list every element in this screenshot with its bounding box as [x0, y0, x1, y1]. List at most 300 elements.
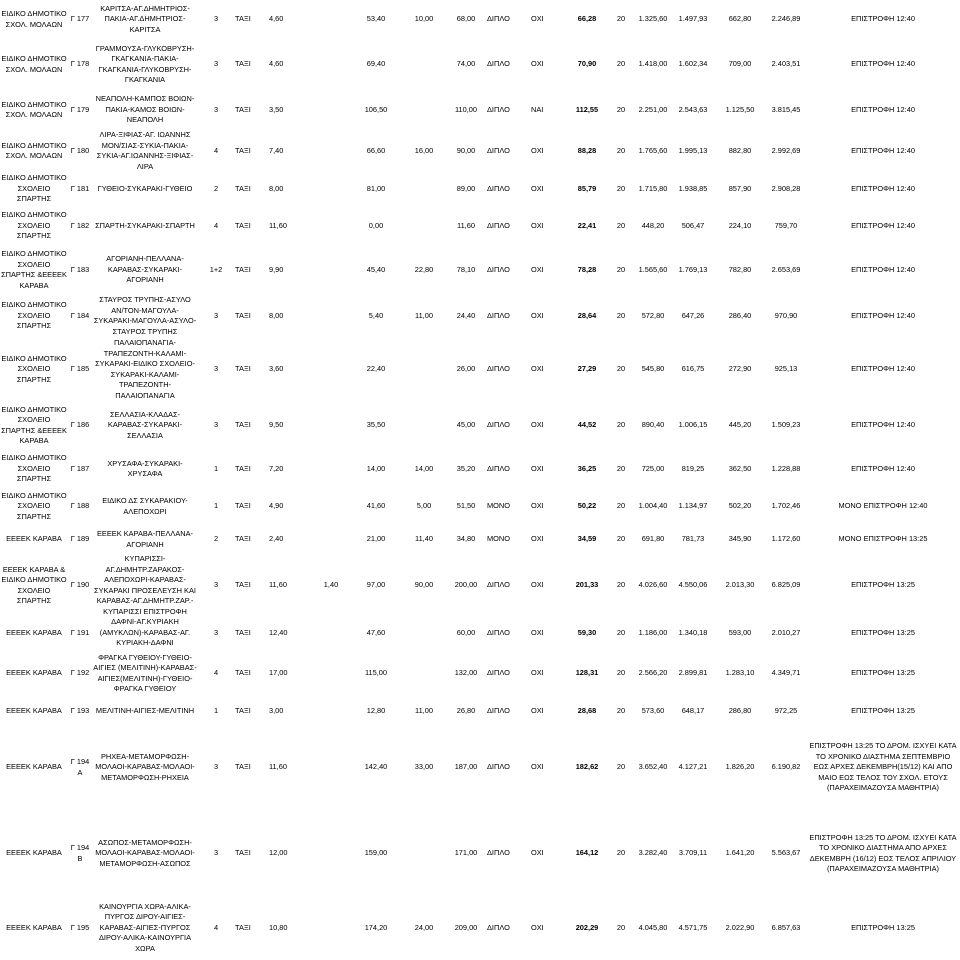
km-segment-3-cell: 106,50: [364, 104, 388, 114]
km-segment-2-cell: [312, 130, 350, 172]
students-cell: 3: [213, 580, 219, 590]
daily-cost-cell: 70,90: [577, 59, 597, 69]
amount-4-cell: 3.815,45: [771, 104, 801, 114]
route-path-cell: ΚΑΡΙΤΣΑ-ΑΓ.ΔΗΜΗΤΡΙΟΣ-ΠΑΚΙΑ-ΑΓ.ΔΗΜΗΤΡΙΟΣ-ΚΑΡΙΤΣΑ: [100, 3, 190, 34]
route-type-cell: ΔΙΠΛΟ: [487, 848, 510, 858]
amount-2-cell: 1.602,34: [678, 59, 708, 69]
amount-4-cell: 6.857,63: [771, 922, 801, 932]
total-km-cell: 171,00: [454, 848, 478, 858]
school-cell: ΕΙΔΙΚΟ ΔΗΜΟΤΙΚΟ ΣΧΟΛΕΙΟ ΣΠΑΡΤΗΣ: [1, 173, 67, 204]
days-cell: 20: [616, 706, 626, 716]
amount-2-cell: 1.340,18: [678, 627, 708, 637]
students-cell: 3: [213, 59, 219, 69]
amount-1-cell: 3.652,40: [638, 762, 668, 772]
route-path-cell: ΑΣΩΠΟΣ-ΜΕΤΑΜΟΡΦΩΣΗ-ΜΟΛΑΟΙ-ΚΑΡΑΒΑΣ-ΜΟΛΑΟΙ-ΜΕΤΑΜΟΡΦΩΣΗ-ΑΣΩΠΟΣ: [95, 837, 195, 868]
escort-cell: ΟΧΙ: [531, 922, 544, 932]
amount-3-cell: 593,00: [728, 627, 752, 637]
vehicle-cell: ΤΑΞΙ: [235, 762, 251, 772]
amount-4-cell: 4.349,71: [771, 668, 801, 678]
table-row: [0, 617, 958, 649]
km-segment-2-cell: [312, 0, 350, 39]
route-path-cell: ΝΕΑΠΟΛΗ-ΚΑΜΠΟΣ ΒΟΙΩΝ-ΠΑΚΙΑ-ΚΑΜΟΣ ΒΟΙΩΝ-ΝΕΑΠΟΛΗ: [95, 94, 195, 125]
escort-cell: ΟΧΙ: [531, 220, 544, 230]
km-segment-3-cell: 12,80: [366, 706, 386, 716]
km-segment-4-cell: 11,00: [415, 310, 433, 320]
route-type-cell: ΔΙΠΛΟ: [487, 706, 510, 716]
days-cell: 20: [616, 310, 626, 320]
km-segment-4-cell: 5,00: [416, 501, 432, 511]
km-segment-2-cell: [312, 246, 350, 294]
school-cell: ΕΕΕΕΚ ΚΑΡΑΒΑ: [6, 762, 62, 772]
schedule-cell: ΕΠΙΣΤΡΟΦΗ 12:40: [851, 420, 915, 430]
route-code-cell: Γ 182: [70, 220, 90, 230]
amount-4-cell: 2.992,69: [771, 145, 801, 155]
amount-4-cell: 925,13: [774, 364, 798, 374]
route-code-cell: Γ 193: [70, 706, 90, 716]
km-segment-2-cell: [312, 39, 350, 90]
amount-1-cell: 2.566,20: [638, 668, 668, 678]
amount-1-cell: 1.325,60: [638, 14, 668, 24]
days-cell: 20: [616, 104, 626, 114]
km-segment-3-cell: 53,40: [366, 14, 386, 24]
km-segment-2-cell: [312, 617, 350, 649]
total-km-cell: 60,00: [456, 627, 476, 637]
days-cell: 20: [616, 762, 626, 772]
amount-4-cell: 6.190,82: [771, 762, 801, 772]
total-km-cell: 110,00: [454, 104, 478, 114]
amount-1-cell: 1.765,60: [638, 145, 668, 155]
students-cell: 1: [213, 706, 219, 716]
daily-cost-cell: 201,33: [575, 580, 599, 590]
amount-3-cell: 362,50: [728, 463, 752, 473]
km-segment-4-cell: 14,00: [414, 463, 434, 473]
route-code-cell: Γ 189: [70, 534, 90, 544]
daily-cost-cell: 34,59: [577, 534, 597, 544]
total-km-cell: 89,00: [456, 183, 476, 193]
escort-cell: ΟΧΙ: [531, 264, 544, 274]
km-segment-2-cell: [312, 401, 350, 450]
km-segment-4-cell: 90,00: [414, 580, 434, 590]
amount-1-cell: 1.004,40: [638, 501, 668, 511]
amount-1-cell: 448,20: [641, 220, 665, 230]
amount-3-cell: 445,20: [728, 420, 752, 430]
amount-4-cell: 2.653,69: [771, 264, 801, 274]
route-path-cell: ΧΡΥΣΑΦΑ-ΣΥΚΑΡΑΚΙ-ΧΡΥΣΑΦΑ: [107, 458, 183, 478]
km-segment-3-cell: 174,20: [364, 922, 388, 932]
table-row: [0, 897, 958, 960]
escort-cell: ΟΧΙ: [531, 59, 544, 69]
amount-3-cell: 2.013,30: [725, 580, 755, 590]
total-km-cell: 90,00: [456, 145, 476, 155]
schedule-cell: ΕΠΙΣΤΡΟΦΗ 13:25: [851, 668, 915, 678]
km-segment-4-cell: 11,40: [415, 534, 433, 544]
days-cell: 20: [616, 668, 626, 678]
km-segment-3-cell: 159,00: [364, 848, 388, 858]
days-cell: 20: [616, 922, 626, 932]
route-code-cell: Γ 194 Β: [70, 843, 90, 863]
amount-2-cell: 2.899,81: [678, 668, 708, 678]
route-path-cell: ΣΤΑΥΡΟΣ ΤΡΥΠΗΣ-ΑΣΥΛΟ ΑΝ/ΤΟΝ-ΜΑΓΟΥΛΑ-ΣΥΚΑΡΑΚΙ-ΜΑΓΟΥΛΑ-ΑΣΥΛΟ-ΣΤΑΥΡΟΣ ΤΡΥΠΗΣ: [93, 295, 197, 336]
route-path-cell: ΕΕΕΕΚ ΚΑΡΑΒΑ-ΠΕΛΛΑΝΑ-ΑΓΟΡΙΑΝΗ: [97, 529, 193, 549]
school-cell: ΕΙΔΙΚΟ ΔΗΜΟΤΙΚΟ ΣΧΟΛ. ΜΟΛΑΩΝ: [1, 140, 67, 160]
amount-3-cell: 782,80: [728, 264, 752, 274]
students-cell: 3: [213, 104, 219, 114]
vehicle-cell: ΤΑΞΙ: [235, 145, 251, 155]
daily-cost-cell: 28,68: [577, 706, 597, 716]
route-code-cell: Γ 178: [70, 59, 90, 69]
amount-3-cell: 662,80: [728, 14, 752, 24]
route-code-cell: Γ 186: [70, 420, 90, 430]
students-cell: 4: [213, 668, 219, 678]
amount-2-cell: 506,47: [681, 220, 705, 230]
route-path-cell: ΛΙΡΑ-ΞΙΦΙΑΣ-ΑΓ. ΙΩΑΝΝΗΣ ΜΟΝ/ΣΙΑΣ-ΣΥΚΙΑ-ΠΑΚΙΑ-ΣΥΚΙΑ-ΑΓ.ΙΩΑΝΝΗΣ-ΞΙΦΙΑΣ-ΛΙΡΑ: [96, 130, 194, 171]
route-type-cell: ΜΟΝΟ: [487, 534, 510, 544]
escort-cell: ΟΧΙ: [531, 145, 544, 155]
daily-cost-cell: 36,25: [577, 463, 597, 473]
school-cell: ΕΕΕΕΚ ΚΑΡΑΒΑ: [6, 627, 62, 637]
vehicle-cell: ΤΑΞΙ: [235, 463, 251, 473]
total-km-cell: 209,00: [454, 922, 478, 932]
route-path-cell: ΚΑΙΝΟΥΡΓΙΑ ΧΩΡΑ-ΑΛΙΚΑ-ΠΥΡΓΟΣ ΔΙΡΟΥ-ΑΙΓΙΕΣ-ΚΑΡΑΒΑΣ-ΑΙΓΙΕΣ-ΠΥΡΓΟΣ ΔΙΡΟΥ-ΑΛΙΚΑ-ΚΑΙΝΟΥΡΓΙΑ ΧΩΡΑ: [98, 901, 192, 953]
table-row: [0, 725, 958, 811]
route-path-cell: ΔΑΦΝΙ-ΑΓ.ΚΥΡΙΑΚΗ (ΑΜΥΚΛΩΝ)-ΚΑΡΑΒΑΣ-ΑΓ. ΚΥΡΙΑΚΗ-ΔΑΦΝΙ: [99, 617, 191, 647]
amount-1-cell: 573,60: [641, 706, 665, 716]
vehicle-cell: ΤΑΞΙ: [235, 706, 251, 716]
days-cell: 20: [616, 59, 626, 69]
escort-cell: ΟΧΙ: [531, 848, 544, 858]
daily-cost-cell: 27,29: [577, 364, 597, 374]
route-type-cell: ΔΙΠΛΟ: [487, 762, 510, 772]
km-segment-4-cell: [402, 811, 446, 897]
students-cell: 3: [213, 627, 219, 637]
amount-2-cell: 4.550,06: [678, 580, 708, 590]
km-segment-1-cell: 3,50: [269, 104, 284, 114]
days-cell: 20: [616, 14, 626, 24]
route-code-cell: Γ 194 Α: [70, 757, 90, 777]
km-segment-4-cell: [402, 617, 446, 649]
schedule-cell: ΕΠΙΣΤΡΟΦΗ 12:40: [851, 59, 915, 69]
amount-4-cell: 1.228,88: [771, 463, 801, 473]
amount-4-cell: 1.509,23: [771, 420, 801, 430]
total-km-cell: 45,00: [456, 420, 476, 430]
route-code-cell: Γ 188: [70, 501, 90, 511]
total-km-cell: 35,20: [456, 463, 476, 473]
table-row: [0, 338, 958, 401]
km-segment-1-cell: 8,00: [269, 183, 284, 193]
escort-cell: ΟΧΙ: [531, 501, 544, 511]
amount-3-cell: 709,00: [728, 59, 752, 69]
km-segment-1-cell: 9,90: [269, 264, 284, 274]
vehicle-cell: ΤΑΞΙ: [235, 420, 251, 430]
km-segment-4-cell: 11,00: [415, 706, 433, 716]
students-cell: 3: [213, 364, 219, 374]
route-code-cell: Γ 192: [70, 668, 90, 678]
school-cell: ΕΕΕΕΚ ΚΑΡΑΒΑ: [6, 668, 62, 678]
students-cell: 1: [213, 463, 219, 473]
students-cell: 3: [213, 14, 219, 24]
escort-cell: ΟΧΙ: [531, 668, 544, 678]
km-segment-3-cell: 97,00: [366, 580, 386, 590]
days-cell: 20: [616, 463, 626, 473]
students-cell: 4: [213, 922, 219, 932]
daily-cost-cell: 182,62: [575, 762, 599, 772]
route-type-cell: ΔΙΠΛΟ: [487, 668, 510, 678]
days-cell: 20: [616, 534, 626, 544]
vehicle-cell: ΤΑΞΙ: [235, 364, 251, 374]
amount-1-cell: 890,40: [641, 420, 665, 430]
schedule-cell: ΕΠΙΣΤΡΟΦΗ 13:25 ΤΟ ΔΡΟΜ. ΙΣΧΥΕΙ ΚΑΤΑ ΤΟ ΧΡΟΝΙΚΟ ΔΙΑΣΤΗΜΑ ΑΠΟ ΑΡΧΕΣ ΔΕΚΕΜΒΡΗ (16/12) ΕΩΣ ΤΕΛΟΣ ΑΠΡΙΛΙΟΥ (ΠΑΡΑΧΕΙΜΑΖΟΥΣΑ ΜΑΘΗΤΡΙΑ): [809, 832, 957, 873]
km-segment-2-cell: [312, 294, 350, 338]
vehicle-cell: ΤΑΞΙ: [235, 220, 251, 230]
students-cell: 3: [213, 848, 219, 858]
amount-1-cell: 1.418,00: [638, 59, 668, 69]
km-segment-3-cell: 142,40: [364, 762, 388, 772]
table-row: [0, 294, 958, 338]
daily-cost-cell: 59,30: [577, 627, 597, 637]
route-path-cell: ΦΡΑΓΚΑ ΓΥΘΕΙΟΥ-ΓΥΘΕΙΟ-ΑΙΓΙΕΣ (ΜΕΛΙΤΙΝΗ)-ΚΑΡΑΒΑΣ-ΑΙΓΙΕΣ(ΜΕΛΙΤΙΝΗ)-ΓΥΘΕΙΟ-ΦΡΑΓΚΑ ΓΥΘΕΙΟΥ: [93, 652, 197, 693]
route-code-cell: Γ 179: [70, 104, 90, 114]
total-km-cell: 51,50: [456, 501, 476, 511]
km-segment-1-cell: 2,40: [269, 534, 284, 544]
km-segment-1-cell: 10,80: [269, 922, 288, 932]
amount-4-cell: 2.246,89: [771, 14, 801, 24]
km-segment-1-cell: 9,50: [269, 420, 284, 430]
amount-2-cell: 1.134,97: [678, 501, 708, 511]
amount-4-cell: 5.563,67: [771, 848, 801, 858]
amount-1-cell: 1.715,80: [638, 183, 668, 193]
total-km-cell: 200,00: [454, 580, 478, 590]
daily-cost-cell: 128,31: [575, 668, 599, 678]
amount-3-cell: 882,80: [728, 145, 752, 155]
table-row: [0, 699, 958, 725]
daily-cost-cell: 44,52: [577, 420, 597, 430]
schedule-cell: ΕΠΙΣΤΡΟΦΗ 13:25: [851, 580, 915, 590]
vehicle-cell: ΤΑΞΙ: [235, 534, 251, 544]
days-cell: 20: [616, 501, 626, 511]
school-cell: ΕΙΔΙΚΟ ΔΗΜΟΤΙΚΟ ΣΧΟΛΕΙΟ ΣΠΑΡΤΗΣ &ΕΕΕΕΚ ΚΑΡΑΒΑ: [1, 404, 67, 445]
km-segment-3-cell: 81,00: [366, 183, 386, 193]
km-segment-1-cell: 4,90: [269, 501, 284, 511]
amount-4-cell: 6.825,09: [771, 580, 801, 590]
km-segment-1-cell: 12,00: [269, 848, 288, 858]
school-cell: ΕΙΔΙΚΟ ΔΗΜΟΤΙΚΟ ΣΧΟΛ. ΜΟΛΑΩΝ: [1, 99, 67, 119]
table-row: [0, 525, 958, 554]
days-cell: 20: [616, 264, 626, 274]
students-cell: 2: [213, 183, 219, 193]
km-segment-2-cell: [312, 488, 350, 525]
km-segment-4-cell: 10,00: [414, 14, 434, 24]
escort-cell: ΟΧΙ: [531, 534, 544, 544]
km-segment-2-cell: [312, 649, 350, 699]
amount-4-cell: 2.403,51: [771, 59, 801, 69]
students-cell: 2: [213, 534, 219, 544]
km-segment-3-cell: 0,00: [368, 220, 384, 230]
school-cell: ΕΕΕΕΚ ΚΑΡΑΒΑ: [6, 534, 62, 544]
route-type-cell: ΔΙΠΛΟ: [487, 145, 510, 155]
km-segment-1-cell: 17,00: [269, 668, 288, 678]
amount-3-cell: 1.826,20: [725, 762, 755, 772]
amount-2-cell: 4.571,75: [678, 922, 708, 932]
km-segment-3-cell: 14,00: [366, 463, 386, 473]
schedule-cell: ΕΠΙΣΤΡΟΦΗ 13:25 ΤΟ ΔΡΟΜ. ΙΣΧΥΕΙ ΚΑΤΑ ΤΟ ΧΡΟΝΙΚΟ ΔΙΑΣΤΗΜΑ ΣΕΠΤΕΜΒΡΙΟ ΕΩΣ ΑΡΧΕΣ ΔΕΚΕΜΒΡΗ(15/12) ΚΑΙ ΑΠΟ ΜΑΙΟ ΕΩΣ ΤΕΛΟΣ ΤΟΥ ΣΧΟΛ. ΕΤΟΥΣ (ΠΑΡΑΧΕΙΜΑΖΟΥΣΑ ΜΑΘΗΤΡΙΑ): [809, 741, 957, 793]
amount-1-cell: 1.186,00: [638, 627, 668, 637]
km-segment-1-cell: 12,40: [269, 627, 288, 637]
table-row: [0, 488, 958, 525]
route-code-cell: Γ 185: [70, 364, 90, 374]
vehicle-cell: ΤΑΞΙ: [235, 183, 251, 193]
amount-2-cell: 4.127,21: [678, 762, 708, 772]
amount-3-cell: 1.641,20: [725, 848, 755, 858]
km-segment-1-cell: 11,60: [269, 580, 287, 590]
route-type-cell: ΔΙΠΛΟ: [487, 104, 510, 114]
table-row: [0, 39, 958, 90]
km-segment-2-cell: [312, 699, 350, 725]
table-row: [0, 130, 958, 172]
km-segment-4-cell: [402, 649, 446, 699]
escort-cell: ΟΧΙ: [531, 580, 544, 590]
vehicle-cell: ΤΑΞΙ: [235, 264, 251, 274]
daily-cost-cell: 112,55: [575, 104, 599, 114]
amount-2-cell: 647,26: [681, 310, 705, 320]
total-km-cell: 68,00: [456, 14, 476, 24]
km-segment-4-cell: [402, 39, 446, 90]
students-cell: 1+2: [209, 264, 223, 274]
school-cell: ΕΕΕΕΚ ΚΑΡΑΒΑ: [6, 706, 62, 716]
school-cell: ΕΙΔΙΚΟ ΔΗΜΟΤΙΚΟ ΣΧΟΛΕΙΟ ΣΠΑΡΤΗΣ: [1, 490, 67, 521]
route-path-cell: ΣΕΛΛΑΣΙΑ-ΚΛΑΔΑΣ-ΚΑΡΑΒΑΣ-ΣΥΚΑΡΑΚΙ-ΣΕΛΛΑΣΙΑ: [107, 409, 183, 440]
route-path-cell: ΣΠΑΡΤΗ-ΣΥΚΑΡΑΚΙ-ΣΠΑΡΤΗ: [95, 220, 195, 230]
km-segment-1-cell: 4,60: [269, 59, 284, 69]
amount-1-cell: 691,80: [641, 534, 665, 544]
table-row: [0, 90, 958, 130]
schedule-cell: ΕΠΙΣΤΡΟΦΗ 13:25: [851, 627, 915, 637]
table-row: [0, 554, 958, 617]
route-type-cell: ΔΙΠΛΟ: [487, 14, 510, 24]
schedule-cell: ΕΠΙΣΤΡΟΦΗ 12:40: [851, 220, 915, 230]
km-segment-2-cell: 1,40: [323, 580, 339, 590]
table-row: [0, 172, 958, 206]
vehicle-cell: ΤΑΞΙ: [235, 580, 251, 590]
school-cell: ΕΙΔΙΚΟ ΔΗΜΟΤΙΚΟ ΣΧΟΛ. ΜΟΛΑΩΝ: [1, 54, 67, 74]
amount-3-cell: 272,90: [728, 364, 752, 374]
total-km-cell: 187,00: [454, 762, 478, 772]
amount-2-cell: 781,73: [681, 534, 705, 544]
route-type-cell: ΔΙΠΛΟ: [487, 220, 510, 230]
daily-cost-cell: 88,28: [577, 145, 597, 155]
km-segment-1-cell: 7,20: [269, 463, 284, 473]
vehicle-cell: ΤΑΞΙ: [235, 104, 251, 114]
km-segment-3-cell: 22,40: [366, 364, 386, 374]
daily-cost-cell: 78,28: [577, 264, 597, 274]
table-row: [0, 649, 958, 699]
escort-cell: ΟΧΙ: [531, 364, 544, 374]
route-path-cell: ΜΕΛΙΤΙΝΗ-ΑΙΓΙΕΣ-ΜΕΛΙΤΙΝΗ: [95, 706, 195, 716]
route-type-cell: ΜΟΝΟ: [487, 501, 510, 511]
escort-cell: ΟΧΙ: [531, 706, 544, 716]
amount-1-cell: 4.026,60: [638, 580, 668, 590]
km-segment-4-cell: 22,80: [414, 264, 434, 274]
escort-cell: ΝΑΙ: [531, 104, 544, 114]
daily-cost-cell: 28,64: [577, 310, 597, 320]
km-segment-2-cell: [312, 725, 350, 811]
school-cell: ΕΙΔΙΚΟ ΔΗΜΟΤΙΚΟ ΣΧΟΛ. ΜΟΛΑΩΝ: [1, 9, 67, 29]
table-row: [0, 450, 958, 488]
amount-2-cell: 2.543,63: [678, 104, 708, 114]
vehicle-cell: ΤΑΞΙ: [235, 59, 251, 69]
vehicle-cell: ΤΑΞΙ: [235, 922, 251, 932]
days-cell: 20: [616, 145, 626, 155]
route-type-cell: ΔΙΠΛΟ: [487, 463, 510, 473]
amount-3-cell: 502,20: [728, 501, 752, 511]
escort-cell: ΟΧΙ: [531, 310, 544, 320]
route-path-cell: ΓΡΑΜΜΟΥΣΑ-ΓΛΥΚΟΒΡΥΣΗ-ΓΚΑΓΚΑΝΙΑ-ΠΑΚΙΑ-ΓΚΑΓΚΑΝΙΑ-ΓΛΥΚΟΒΡΥΣΗ-ΓΚΑΓΚΑΝΙΑ: [95, 43, 195, 84]
km-segment-2-cell: [312, 172, 350, 206]
daily-cost-cell: 85,79: [577, 183, 597, 193]
school-cell: ΕΙΔΙΚΟ ΔΗΜΟΤΙΚΟ ΣΧΟΛΕΙΟ ΣΠΑΡΤΗΣ: [1, 453, 67, 484]
vehicle-cell: ΤΑΞΙ: [235, 668, 251, 678]
total-km-cell: 74,00: [456, 59, 476, 69]
daily-cost-cell: 164,12: [575, 848, 599, 858]
km-segment-4-cell: [402, 172, 446, 206]
students-cell: 3: [213, 310, 219, 320]
students-cell: 4: [213, 220, 219, 230]
amount-2-cell: 819,25: [681, 463, 705, 473]
amount-3-cell: 345,90: [728, 534, 752, 544]
route-code-cell: Γ 187: [70, 463, 90, 473]
route-path-cell: ΓΥΘΕΙΟ-ΣΥΚΑΡΑΚΙ-ΓΥΘΕΙΟ: [97, 183, 193, 193]
schedule-cell: ΕΠΙΣΤΡΟΦΗ 12:40: [851, 145, 915, 155]
schedule-cell: ΕΠΙΣΤΡΟΦΗ 12:40: [851, 264, 915, 274]
students-cell: 1: [213, 501, 219, 511]
km-segment-3-cell: 5,40: [368, 310, 384, 320]
table-row: [0, 246, 958, 294]
km-segment-1-cell: 3,60: [269, 364, 284, 374]
km-segment-4-cell: [402, 90, 446, 130]
escort-cell: ΟΧΙ: [531, 14, 544, 24]
amount-4-cell: 759,70: [774, 220, 798, 230]
km-segment-2-cell: [312, 897, 350, 960]
daily-cost-cell: 202,29: [575, 922, 599, 932]
amount-2-cell: 648,17: [681, 706, 705, 716]
km-segment-3-cell: 69,40: [366, 59, 386, 69]
amount-2-cell: 616,75: [681, 364, 705, 374]
route-type-cell: ΔΙΠΛΟ: [487, 364, 510, 374]
vehicle-cell: ΤΑΞΙ: [235, 501, 251, 511]
km-segment-2-cell: [312, 450, 350, 488]
km-segment-1-cell: 11,60: [269, 220, 287, 230]
school-cell: ΕΙΔΙΚΟ ΔΗΜΟΤΙΚΟ ΣΧΟΛΕΙΟ ΣΠΑΡΤΗΣ: [1, 300, 67, 331]
vehicle-cell: ΤΑΞΙ: [235, 627, 251, 637]
amount-2-cell: 1.497,93: [678, 14, 708, 24]
km-segment-4-cell: 33,00: [414, 762, 434, 772]
amount-1-cell: 4.045,80: [638, 922, 668, 932]
amount-1-cell: 3.282,40: [638, 848, 668, 858]
route-path-cell: ΚΥΠΑΡΙΣΣΙ-ΑΓ.ΔΗΜΗΤΡ.ΖΑΡΑΚΟΣ-ΑΛΕΠΟΧΩΡΙ-ΚΑΡΑΒΑΣ-ΣΥΚΑΡΑΚΙ ΠΡΟΣΕΛΕΥΣΗ ΚΑΙ ΚΑΡΑΒΑΣ-ΑΓ.ΔΗΜΗΤΡ.ΖΑΡ.-ΚΥΠΑΡΙΣΣΙ ΕΠΙΣΤΡΟΦΗ: [94, 554, 196, 616]
km-segment-3-cell: 45,40: [366, 264, 386, 274]
amount-2-cell: 1.769,13: [678, 264, 708, 274]
route-path-cell: ΡΗΧΕΑ-ΜΕΤΑΜΟΡΦΩΣΗ-ΜΟΛΑΟΙ-ΚΑΡΑΒΑΣ-ΜΟΛΑΟΙ-ΜΕΤΑΜΟΡΦΩΣΗ-ΡΗΧΕΙΑ: [95, 751, 195, 782]
amount-4-cell: 1.172,60: [771, 534, 801, 544]
amount-2-cell: 1.006,15: [678, 420, 708, 430]
km-segment-3-cell: 41,60: [366, 501, 386, 511]
students-cell: 3: [213, 420, 219, 430]
schedule-cell: ΕΠΙΣΤΡΟΦΗ 13:25: [851, 706, 915, 716]
km-segment-3-cell: 35,50: [366, 420, 386, 430]
days-cell: 20: [616, 183, 626, 193]
amount-1-cell: 1.565,60: [638, 264, 668, 274]
route-code-cell: Γ 190: [70, 580, 90, 590]
route-type-cell: ΔΙΠΛΟ: [487, 420, 510, 430]
